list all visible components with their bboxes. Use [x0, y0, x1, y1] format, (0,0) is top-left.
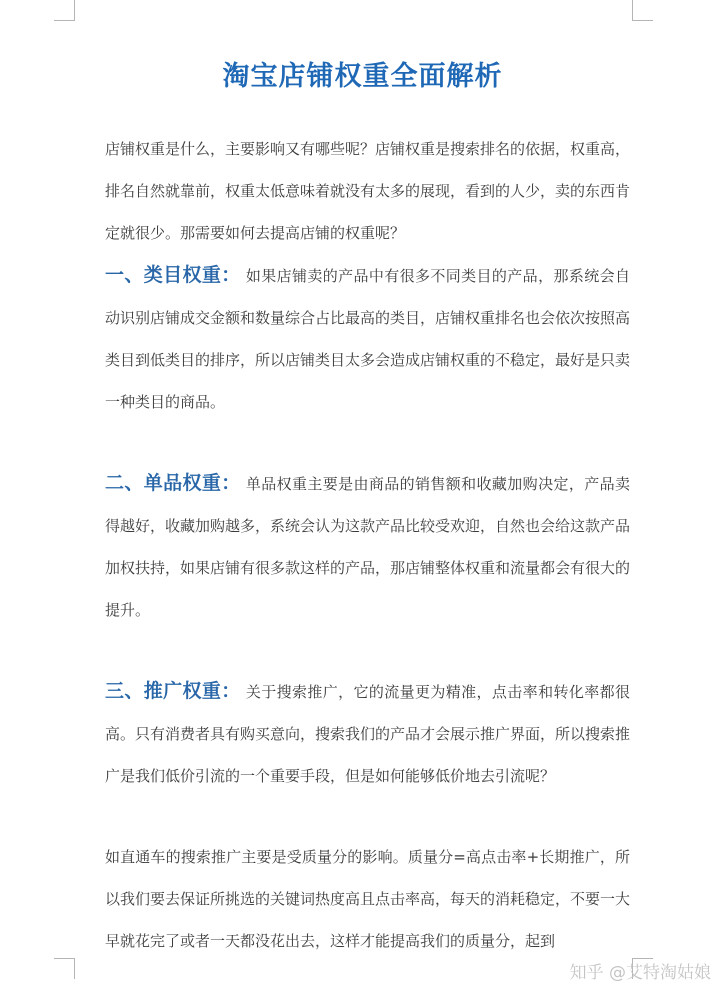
page-title: 淘宝店铺权重全面解析 — [222, 61, 503, 93]
watermark: 知乎 @艾特淘姑娘 — [569, 963, 711, 983]
section-heading: 一、类目权重： — [105, 264, 241, 286]
section-paragraph — [105, 670, 630, 797]
closing-paragraph: 如直通车的搜索推广主要是受质量分的影响。质量分=高点击率+长期推广，所以我们要去保证所挑选的关键词热度高且点击率高，每天的消耗稳定，不要一大早就花完了或者一天都没花出去，这样才能提高我们的质量分，起到 — [105, 848, 631, 950]
section-body: 如果店铺卖的产品中有很多不同类目的产品，那系统会自动识别店铺成交金额和数量综合占比最高的类目，店铺权重排名也会依次按照高类目到低类目的排序，所以店铺类目太多会造成店铺权重的不稳定，最好是只卖一种类目的商品。 — [105, 267, 631, 411]
intro-paragraph: 店铺权重是什么，主要影响又有哪些呢？店铺权重是搜索排名的依据，权重高，排名自然就靠前，权重太低意味着就没有太多的展现，看到的人少，卖的东西肯定就很少。那需要如何去提高店铺的权重呢？ — [105, 140, 631, 242]
section-heading: 二、单品权重： — [105, 472, 241, 494]
section-body: 单品权重主要是由商品的销售额和收藏加购决定，产品卖得越好，收藏加购越多，系统会认为这款产品比较受欢迎，自然也会给这款产品加权扶持，如果店铺有很多款这样的产品，那店铺整体权重和流量都会有很大的提升。 — [105, 475, 631, 619]
page-corner-mark — [632, 0, 653, 21]
page-corner-mark — [54, 958, 75, 979]
section-paragraph — [105, 254, 630, 423]
page-corner-mark — [54, 0, 75, 21]
section-body: 关于搜索推广，它的流量更为精准，点击率和转化率都很高。只有消费者具有购买意向，搜索我们的产品才会展示推广界面，所以搜索推广是我们低价引流的一个重要手段，但是如何能够低价地去引流呢？ — [105, 683, 631, 785]
section-paragraph — [105, 462, 630, 631]
section-heading: 三、推广权重： — [105, 680, 241, 702]
